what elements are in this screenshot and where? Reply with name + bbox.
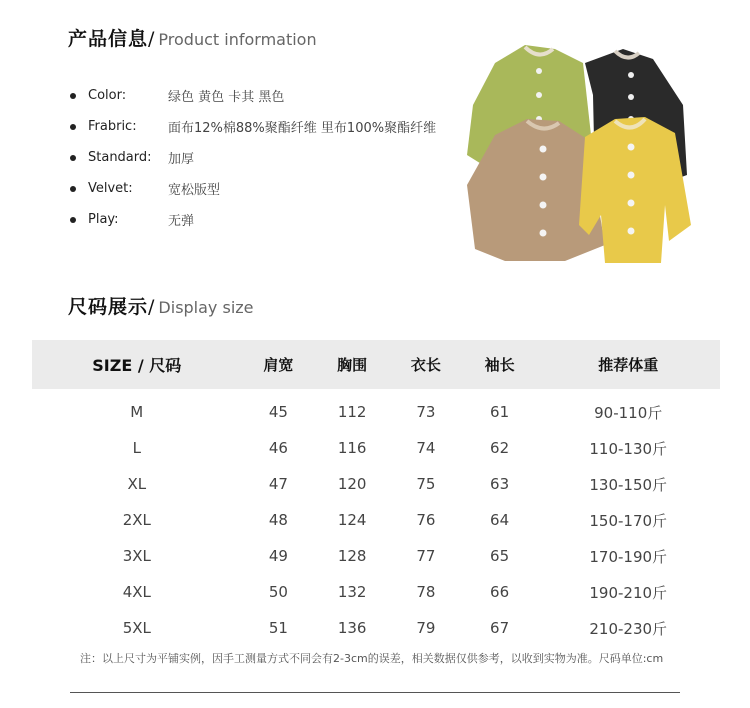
cell-weight: 110-130斤	[589, 439, 668, 458]
table-row	[32, 389, 720, 430]
info-value: 宽松版型	[168, 183, 221, 198]
bullet-icon	[70, 124, 76, 130]
cell-length: 78	[416, 583, 436, 601]
info-row-velvet	[70, 173, 436, 204]
cell-shoulder: 48	[268, 511, 288, 529]
cell-length: 79	[416, 619, 436, 637]
bullet-icon	[70, 186, 76, 192]
cell-length: 77	[416, 547, 436, 565]
cell-chest: 116	[337, 439, 367, 457]
bullet-icon	[70, 155, 76, 161]
product-info-heading	[68, 24, 317, 51]
info-label: Standard:	[88, 150, 152, 165]
cell-chest: 120	[337, 475, 367, 493]
cell-sleeve: 61	[490, 403, 510, 421]
product-info-title-en: Product information	[158, 30, 317, 49]
cell-weight: 90-110斤	[594, 403, 663, 422]
product-info-title-zh: 产品信息	[68, 28, 149, 50]
cell-chest: 128	[337, 547, 367, 565]
cell-chest: 112	[337, 403, 367, 421]
cell-shoulder: 50	[268, 583, 288, 601]
cell-size: L	[132, 439, 141, 457]
cell-shoulder: 45	[268, 403, 288, 421]
cell-size: 2XL	[122, 511, 151, 529]
cell-size: 5XL	[122, 619, 151, 637]
info-value: 加厚	[168, 152, 195, 167]
info-row-fabric	[70, 111, 436, 142]
info-label: Play:	[88, 212, 119, 227]
info-row-color	[70, 80, 436, 111]
cell-size: XL	[127, 475, 147, 493]
table-row	[32, 466, 720, 502]
product-info-list	[70, 80, 436, 235]
cell-weight: 150-170斤	[589, 511, 668, 530]
table-row	[32, 502, 720, 538]
product-jackets-image	[455, 35, 715, 280]
header-length: 衣长	[410, 356, 441, 374]
info-label: Frabric:	[88, 119, 137, 134]
table-row	[32, 430, 720, 466]
table-row	[32, 538, 720, 574]
cell-sleeve: 63	[490, 475, 510, 493]
info-row-play	[70, 204, 436, 235]
cell-sleeve: 66	[490, 583, 510, 601]
cell-weight: 170-190斤	[589, 547, 668, 566]
cell-length: 76	[416, 511, 436, 529]
title-slash: /	[148, 28, 155, 50]
cell-shoulder: 51	[268, 619, 288, 637]
display-size-title-zh: 尺码展示	[68, 296, 149, 318]
cell-sleeve: 67	[490, 619, 510, 637]
title-slash: /	[148, 296, 155, 318]
cell-size: 4XL	[122, 583, 151, 601]
header-weight: 推荐体重	[598, 356, 659, 374]
info-value: 面布12%棉88%聚酯纤维 里布100%聚酯纤维	[168, 121, 437, 136]
bullet-icon	[70, 217, 76, 223]
cell-size: M	[130, 403, 144, 421]
table-row	[32, 574, 720, 610]
bullet-icon	[70, 93, 76, 99]
cell-shoulder: 49	[268, 547, 288, 565]
header-chest: 胸围	[337, 356, 368, 374]
cell-chest: 132	[337, 583, 367, 601]
cell-shoulder: 47	[268, 475, 288, 493]
size-table-header-row	[32, 340, 720, 389]
cell-shoulder: 46	[268, 439, 288, 457]
info-label: Color:	[88, 88, 127, 103]
divider	[70, 692, 680, 693]
cell-length: 73	[416, 403, 436, 421]
size-table	[32, 340, 720, 646]
info-row-standard	[70, 142, 436, 173]
cell-weight: 190-210斤	[589, 583, 668, 602]
display-size-title-en: Display size	[158, 298, 254, 317]
cell-length: 74	[416, 439, 436, 457]
cell-sleeve: 62	[490, 439, 510, 457]
info-value: 无弹	[168, 214, 195, 229]
cell-weight: 210-230斤	[589, 619, 668, 638]
info-label: Velvet:	[88, 181, 133, 196]
header-shoulder: 肩宽	[263, 356, 294, 374]
cell-weight: 130-150斤	[589, 475, 668, 494]
cell-chest: 124	[337, 511, 367, 529]
cell-size: 3XL	[122, 547, 151, 565]
table-row	[32, 610, 720, 646]
display-size-heading	[68, 292, 254, 319]
size-note: 注：以上尺寸为平铺实例，因手工测量方式不同会有2-3cm的误差，相关数据仅供参考，以收到实物为准。尺码单位:cm	[80, 652, 664, 665]
cell-length: 75	[416, 475, 436, 493]
header-size: SIZE / 尺码	[92, 356, 182, 375]
cell-sleeve: 64	[490, 511, 510, 529]
cell-sleeve: 65	[490, 547, 510, 565]
header-sleeve: 袖长	[484, 356, 515, 374]
info-value: 绿色 黄色 卡其 黑色	[168, 90, 285, 105]
cell-chest: 136	[337, 619, 367, 637]
